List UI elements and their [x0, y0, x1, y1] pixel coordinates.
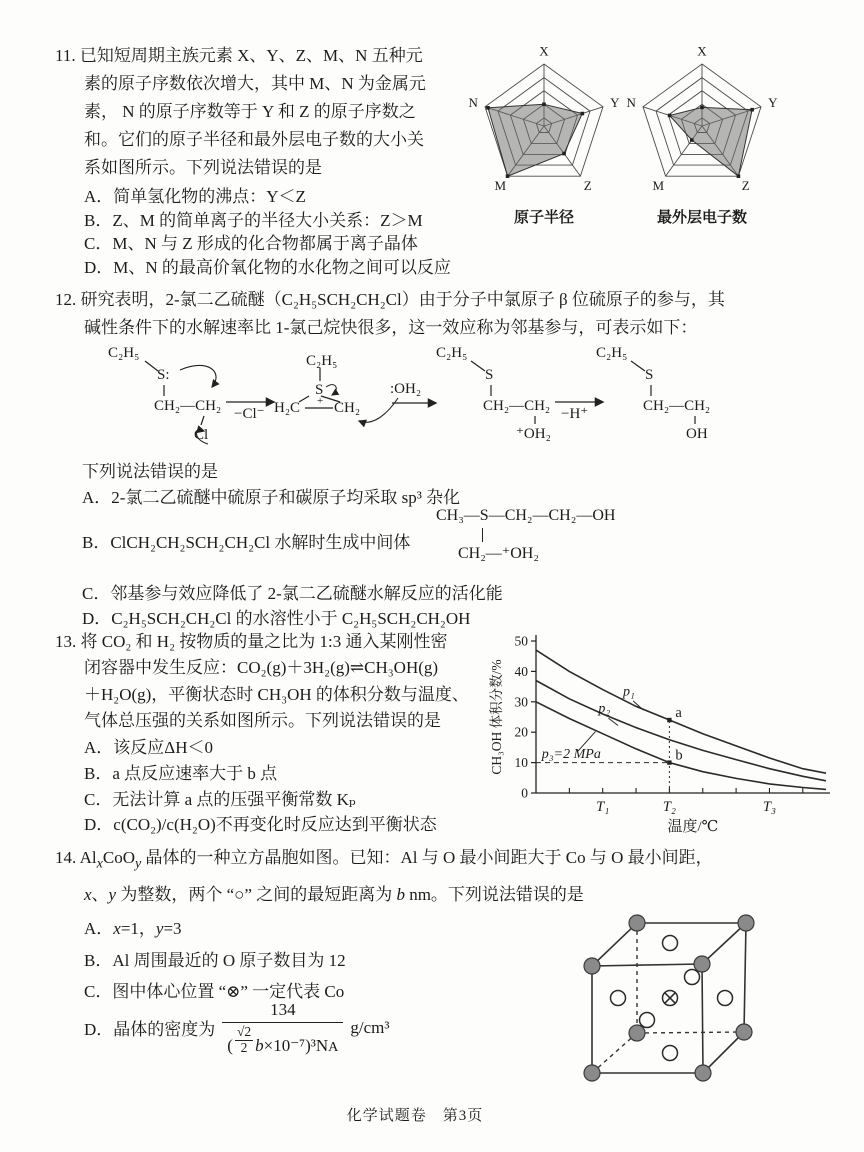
q13-option-c: C．无法计算 a 点的压强平衡常数 Kₚ: [84, 789, 356, 809]
q11-options: [55, 185, 467, 279]
svg-text:M: M: [494, 178, 507, 194]
q11-option-c: C．M、N 与 Z 形成的化合物都属于离子晶体: [84, 234, 418, 253]
sulfur-atom: S: [485, 367, 494, 383]
hydroxyl-group: OH: [686, 426, 708, 442]
question-12: 12. 研究表明，2-氯二乙硫醚（C₂H₅SCH₂CH₂Cl）由于分子中氯原子 β 位硫原子的参与，其 碱性条件下的水解速率比 1-氯己烷快很多，这一效应称为邻基参与，可表示如下：: [55, 290, 725, 337]
svg-text:T₂: T₂: [662, 799, 676, 815]
ethyl-group: C₂H₅: [596, 345, 628, 361]
q13-option-a: A．该反应ΔH＜0: [84, 738, 213, 758]
svg-text:40: 40: [514, 663, 528, 679]
svg-text:Y: Y: [610, 95, 620, 111]
density-fraction: [222, 1000, 343, 1056]
question-11: [55, 42, 467, 279]
svg-text:Z: Z: [741, 178, 750, 194]
radar-chart-atomic-radius: [456, 40, 631, 230]
svg-text:N: N: [626, 95, 636, 111]
carbon-chain: CH₂—CH₂: [643, 398, 711, 414]
svg-text:最外层电子数: 最外层电子数: [656, 210, 748, 226]
svg-text:a: a: [675, 705, 682, 722]
svg-text:T₁: T₁: [596, 799, 610, 815]
svg-text:T₃: T₃: [762, 799, 777, 815]
q11-option-a: A．简单氢化物的沸点：Y＜Z: [84, 187, 306, 206]
fraction-denominator: ( √2 2 b ×10⁻⁷)³N A: [222, 1022, 343, 1056]
s-c-bond: [482, 528, 483, 542]
page-footer: 化学试题卷 第3页: [346, 1108, 484, 1124]
question-13: 13. 将 CO₂ 和 H₂ 按物质的量之比为 1:3 通入某刚性密 闭容器中发生反应：CO₂(g)＋3H₂(g)⇌CH₃OH(g) ＋H₂O(g)，平衡状态时 CH₃OH 的体积分数与温度、 气体总压强的关系如图所示。下列说法错误的是 A．该反应ΔH＜0 B．a 点反应速率大于 b 点 C．无法计算 a 点的压强平衡常数 Kₚ D．c(CO₂)/c(H₂O)不再变化时反应达到平衡状态: [55, 629, 493, 838]
q14-number: 14.: [55, 848, 77, 867]
ring-carbon-left: H₂C: [274, 400, 301, 416]
sulfonium-s: S: [315, 382, 324, 398]
q12-reaction-mechanism: [58, 340, 758, 455]
ethyl-group: C₂H₅: [436, 345, 468, 361]
sqrt2-over-2: √2 2: [236, 1024, 252, 1055]
svg-text:M: M: [652, 178, 665, 194]
q12-option-b-label: B．ClCH₂CH₂SCH₂CH₂Cl 水解时生成中间体: [82, 533, 411, 552]
svg-text:Y: Y: [768, 95, 778, 111]
q12-stem2: 下列说法错误的是: [82, 462, 218, 481]
cubic-unit-cell-diagram: [578, 898, 773, 1103]
fraction-numerator: 134: [270, 1000, 296, 1019]
svg-text:X: X: [539, 43, 549, 59]
carbon-chain: CH₂—CH₂: [154, 398, 222, 414]
q14-option-d: [84, 1000, 389, 1056]
q14-option-c: C．图中体心位置 “⊗” 一定代表 Co: [84, 982, 345, 1001]
radar-chart-outermost-electrons: [614, 40, 789, 230]
svg-text:0: 0: [521, 785, 528, 801]
sulfur-lonepair: S:: [157, 367, 170, 383]
svg-text:50: 50: [514, 633, 528, 649]
q14-option-b: B．Al 周围最近的 O 原子数目为 12: [84, 951, 346, 970]
q13-option-b: B．a 点反应速率大于 b 点: [84, 763, 278, 783]
arrow1-label: −Cl⁻: [234, 406, 265, 422]
q14-option-a: A．x=1，y=3: [84, 919, 182, 938]
svg-text:20: 20: [514, 724, 528, 740]
ethyl-group: C₂H₅: [108, 345, 140, 361]
protonated-oh2: ⁺OH₂: [516, 426, 551, 442]
arrow3-label: −H⁺: [561, 406, 589, 422]
svg-text:30: 30: [514, 694, 528, 710]
q12-option-d: D．C₂H₅SCH₂CH₂Cl 的水溶性小于 C₂H₅SCH₂CH₂OH: [82, 609, 471, 628]
svg-text:温度/℃: 温度/℃: [667, 819, 719, 835]
svg-text:CH₃OH 体积分数/%: CH₃OH 体积分数/%: [489, 659, 504, 775]
svg-text:N: N: [468, 95, 478, 111]
q11-option-b: B．Z、M 的简单离子的半径大小关系：Z＞M: [84, 210, 423, 230]
intermediate-bottom-chain: CH₂—⁺OH₂: [458, 545, 539, 562]
sulfur-atom: S: [645, 367, 654, 383]
q13-number: 13.: [55, 632, 77, 651]
density-lead: D．晶体的密度为: [84, 1020, 216, 1040]
plus-charge: +: [317, 395, 324, 407]
q11-number: 11.: [55, 46, 76, 65]
q14-line2: x、y 为整数，两个 “○” 之间的最短距离为 b nm。下列说法错误的是: [84, 885, 584, 904]
q13-option-d: D．c(CO₂)/c(H₂O)不再变化时反应达到平衡状态: [84, 815, 437, 835]
q11-stem: 11. 已知短周期主族元素 X、Y、Z、M、N 五种元 素的原子序数依次增大，其中 M、N 为金属元 素， N 的原子序数等于 Y 和 Z 的原子序数之 和。它们的原子半径和最外层电子数的大小关 系如图所示。下列说法错误的是: [55, 46, 426, 177]
q11-option-d: D．M、N 的最高价氧化物的水化物之间可以反应: [84, 257, 451, 277]
q12-option-b-structure: [436, 501, 666, 571]
carbon-chain: CH₂—CH₂: [483, 398, 551, 414]
methanol-fraction-vs-temperature-chart: [488, 627, 835, 839]
q14-line1: 14. $Al_xCoO_y$ 晶体的一种立方晶胞如图。已知：Al 与 O 最小间距大于 Co 与 O 最小间距，: [55, 848, 713, 872]
svg-text:p₁: p₁: [623, 684, 635, 700]
density-unit: g/cm³: [350, 1017, 390, 1037]
chlorine-atom: Cl: [194, 427, 209, 443]
water-nucleophile: :OH₂: [390, 381, 422, 397]
ring-carbon-right: CH₂: [334, 400, 361, 416]
svg-text:Z: Z: [583, 178, 592, 194]
body-center-atom: [663, 991, 678, 1006]
svg-text:p₂: p₂: [598, 701, 611, 717]
q12-option-a: A．2-氯二乙硫醚中硫原子和碳原子均采取 sp³ 杂化: [82, 488, 461, 507]
q12-option-c: C．邻基参与效应降低了 2-氯二乙硫醚水解反应的活化能: [82, 584, 503, 603]
svg-text:b: b: [675, 747, 683, 764]
svg-text:p₃=2 MPa: p₃=2 MPa: [541, 747, 601, 763]
svg-text:10: 10: [514, 755, 528, 771]
ethyl-group: C₂H₅: [306, 353, 338, 369]
svg-text:X: X: [697, 43, 707, 59]
svg-text:原子半径: 原子半径: [513, 210, 575, 226]
intermediate-top-chain: CH₃—S—CH₂—CH₂—OH: [436, 507, 616, 524]
q12-number: 12.: [55, 290, 77, 309]
